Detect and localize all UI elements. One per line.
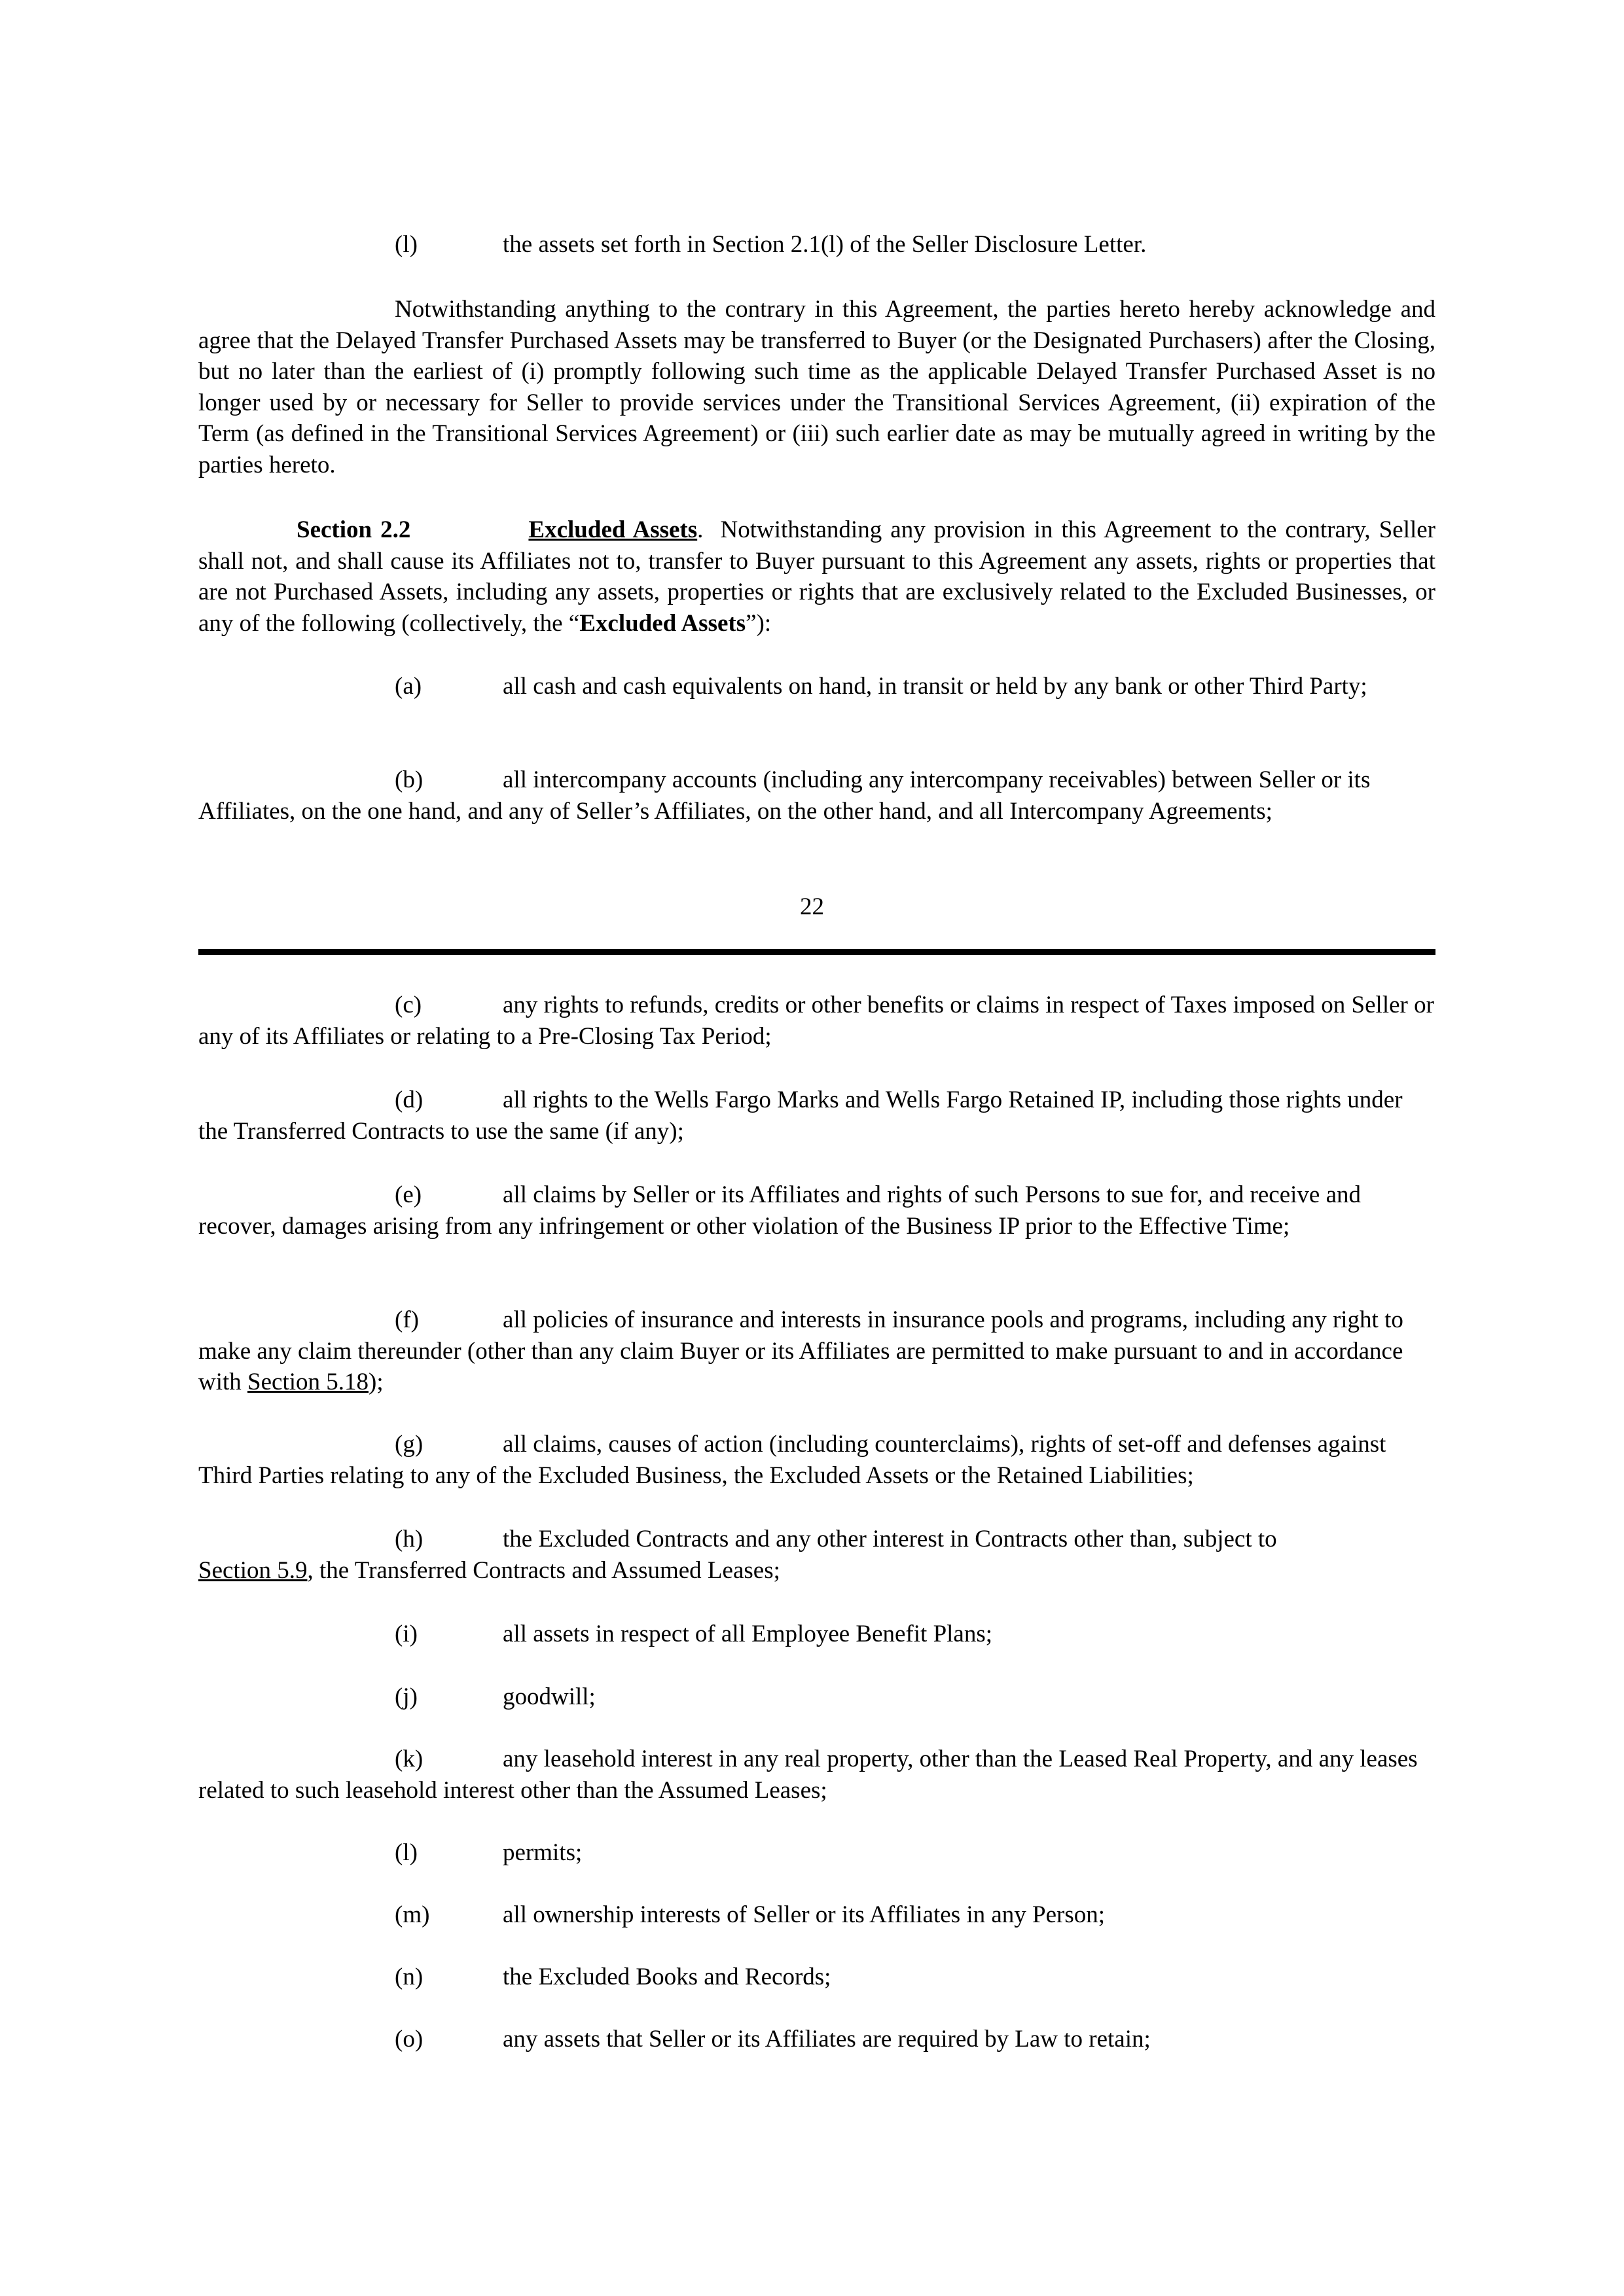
list-item-k [198, 1744, 1435, 1806]
item-text: goodwill; [503, 1683, 596, 1710]
list-item-f [198, 1304, 1435, 1398]
section-2-2-paragraph [198, 514, 1435, 639]
item-text: all claims, causes of action (including counterclaims), rights of set-off and defenses against Third Parties relating to any of the Excluded Business, the Excluded Assets or the Retained Liabilities; [198, 1431, 1386, 1489]
item-marker: (l) [395, 1839, 418, 1866]
item-text: all ownership interests of Seller or its Affiliates in any Person; [503, 1901, 1106, 1928]
item-text: all rights to the Wells Fargo Marks and Wells Fargo Retained IP, including those rights under the Transferred Contracts to use the same (if any); [198, 1086, 1403, 1145]
list-item-h [198, 1524, 1435, 1586]
item-marker: (g) [395, 1431, 424, 1458]
item-text-after-ref: , the Transferred Contracts and Assumed Leases; [307, 1556, 780, 1584]
item-text: permits; [503, 1839, 583, 1866]
item-text: the assets set forth in Section 2.1(l) of the Seller Disclosure Letter. [503, 231, 1147, 258]
section-reference-link[interactable]: Section 5.18 [247, 1369, 369, 1395]
item-text-before-ref: all policies of insurance and interests in insurance pools and programs, including any right to make any claim thereunder (other than any claim Buyer or its Affiliates are permitted to make pursuant to and in accordance with [198, 1306, 1403, 1395]
item-text: all claims by Seller or its Affiliates and rights of such Persons to sue for, and receive and recover, damages arising from any infringement or other violation of the Business IP prior to the Effective Time; [198, 1181, 1362, 1240]
defined-term: Excluded Assets [579, 609, 746, 637]
item-text: any rights to refunds, credits or other benefits or claims in respect of Taxes imposed on Seller or any of its Affiliates or relating to a Pre-Closing Tax Period; [198, 992, 1434, 1050]
list-item-b [198, 764, 1435, 827]
item-text: any assets that Seller or its Affiliates are required by Law to retain; [503, 2026, 1151, 2053]
item-marker: (c) [395, 992, 422, 1018]
list-item-d [198, 1085, 1435, 1147]
item-marker: (e) [395, 1181, 422, 1208]
item-marker: (o) [395, 2026, 424, 2053]
item-marker: (d) [395, 1086, 424, 1113]
item-text: any leasehold interest in any real property, other than the Leased Real Property, and any leases related to such leasehold interest other than the Assumed Leases; [198, 1746, 1418, 1804]
list-item-e [198, 1179, 1435, 1242]
item-marker: (m) [395, 1901, 430, 1928]
page-break-rule [198, 949, 1435, 955]
item-text-after-ref: ); [369, 1369, 384, 1395]
item-text [198, 1304, 1435, 1398]
item-text: all intercompany accounts (including any intercompany receivables) between Seller or its Affiliates, on the one hand, and any of Seller’s Affiliates, on the other hand, and all Intercompany Agreements; [198, 766, 1371, 825]
section-heading-punct: . [697, 516, 704, 543]
item-text: all assets in respect of all Employee Benefit Plans; [503, 1621, 993, 1647]
item-text: the Excluded Books and Records; [503, 1964, 831, 1990]
item-marker: (b) [395, 766, 424, 793]
item-marker: (n) [395, 1964, 424, 1990]
item-text [198, 1524, 1435, 1586]
section-reference-link[interactable]: Section 5.9 [198, 1556, 308, 1584]
item-marker: (k) [395, 1746, 424, 1772]
item-marker: (l) [395, 231, 418, 258]
page-number: 22 [800, 893, 824, 920]
item-marker: (j) [395, 1683, 418, 1710]
item-marker: (a) [395, 673, 422, 700]
section-text-before-term: Notwithstanding any provision in this Agreement to the contrary, Seller shall not, and shall cause its Affiliates not to, transfer to Buyer pursuant to this Agreement any assets, rights or properties that are not Purchased Assets, including any assets, properties or rights that are exclusively related to the Excluded Businesses, or any of the following (collectively, the “ [198, 516, 1436, 637]
list-item-c [198, 990, 1435, 1052]
list-item-g [198, 1429, 1435, 1491]
item-marker: (i) [395, 1621, 418, 1647]
item-marker: (h) [395, 1526, 424, 1552]
item-text: all cash and cash equivalents on hand, in transit or held by any bank or other Third Party; [503, 673, 1367, 700]
section-text-after-term: ”): [746, 609, 772, 637]
item-marker: (f) [395, 1306, 419, 1333]
item-text-first-line: the Excluded Contracts and any other interest in Contracts other than, subject to [503, 1526, 1277, 1552]
list-item-a [198, 671, 1435, 702]
section-heading: Excluded Assets [528, 516, 698, 543]
section-number: Section 2.2 [297, 516, 411, 543]
notwithstanding-paragraph: Notwithstanding anything to the contrary in this Agreement, the parties hereto hereby acknowledge and agree that the Delayed Transfer Purchased Assets may be transferred to Buyer (or the Designated Purchasers) after the Closing, but no later than the earliest of (i) promptly following such time as the applicable Delayed Transfer Purchased Asset is no longer used by or necessary for Seller to provide services under the Transitional Services Agreement, (ii) expiration of the Term (as defined in the Transitional Services Agreement) or (iii) such earlier date as may be mutually agreed in writing by the parties hereto. [198, 296, 1435, 478]
